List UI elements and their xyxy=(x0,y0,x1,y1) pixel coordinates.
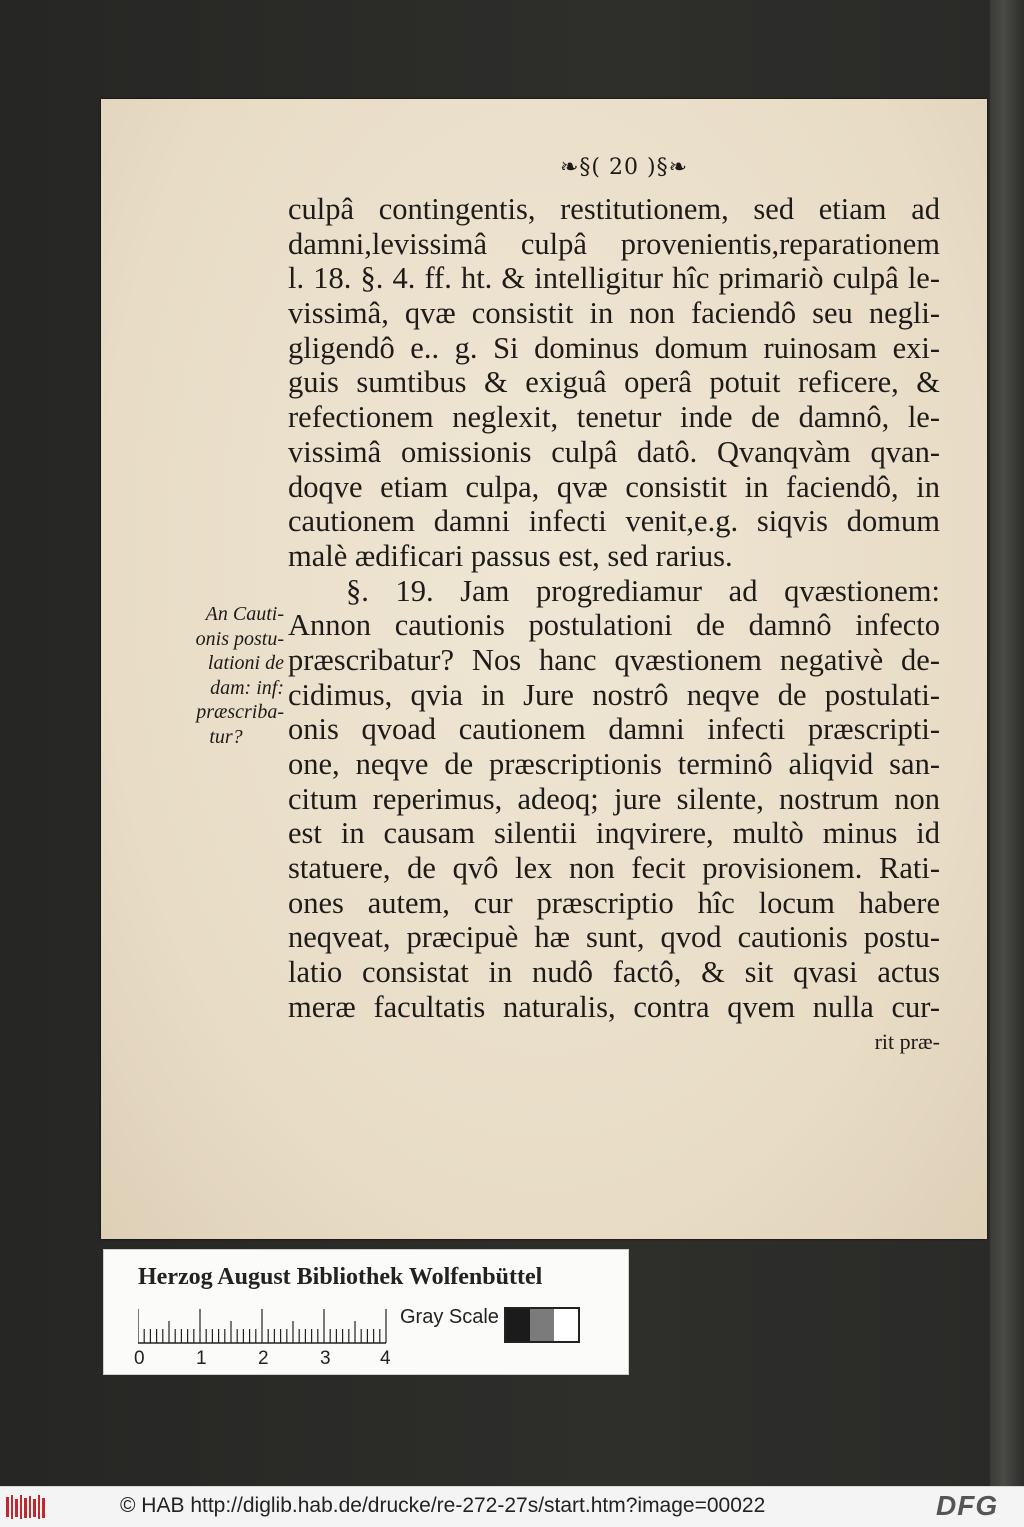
gray-swatch-white xyxy=(554,1309,578,1341)
dfg-logo: DFG xyxy=(936,1490,999,1521)
page-body-text xyxy=(288,192,940,1059)
text-line: cautionem damni infecti venit,e.g. siqvis domum xyxy=(288,504,940,539)
text-line: citum reperimus, adeoq; jure silente, nostrum non xyxy=(288,781,940,816)
margin-note-line: onis postu- xyxy=(195,627,284,650)
catchword: rit præ- xyxy=(874,1028,940,1054)
text-line: damni,levissimâ culpâ provenientis,reparationem xyxy=(288,226,940,261)
text-line: est in causam silentii inqvirere, multò minus id xyxy=(288,816,940,851)
text-line: Annon cautionis postulationi de damnô infecto xyxy=(288,608,940,643)
viewer-footer xyxy=(0,1486,1024,1527)
text-line: culpâ contingentis, restitutionem, sed etiam ad xyxy=(288,192,940,226)
gray-scale-label: Gray Scale xyxy=(400,1306,499,1328)
text-line: gligendô e.. g. Si dominus domum ruinosam exi- xyxy=(288,330,940,365)
text-line: latio consistat in nudô factô, & sit qvasi actus xyxy=(288,955,940,990)
text-line: statuere, de qvô lex non fecit provisionem. Rati- xyxy=(288,851,940,886)
text-line: vissimâ omissionis culpâ datô. Qvanqvàm qvan- xyxy=(288,434,940,469)
text-line: malè ædificari passus est, sed rarius. xyxy=(288,538,733,573)
text-line: l. 18. §. 4. ff. ht. & intelligitur hîc primariò culpâ le- xyxy=(288,261,940,296)
text-line: §. 19. Jam progrediamur ad qvæstionem: xyxy=(346,573,940,608)
ruler-number: 2 xyxy=(258,1348,269,1369)
text-line: ones autem, cur præscriptio hîc locum habere xyxy=(288,885,940,920)
margin-note-line: lationi de xyxy=(207,652,284,674)
text-line: cidimus, qvia in Jure nostrô neqve de postulati- xyxy=(288,677,940,712)
margin-note-line: An Cauti- xyxy=(205,603,284,625)
text-line: vissimâ, qvæ consistit in non faciendô seu negli- xyxy=(288,296,940,331)
margin-note-line: dam: inf: xyxy=(210,676,284,699)
text-line: præscribatur? Nos hanc qvæstionem negativè de- xyxy=(288,642,940,677)
text-line: one, neqve de præscriptionis terminô aliqvid san- xyxy=(288,747,940,781)
text-line: onis qvoad cautionem damni infecti præscripti- xyxy=(288,712,940,747)
text-line: neqveat, præcipuè hæ sunt, qvod cautionis postu- xyxy=(288,920,940,955)
library-label-card xyxy=(103,1249,629,1375)
page-number: ❧§( 20 )§❧ xyxy=(560,155,689,180)
library-name: Herzog August Bibliothek Wolfenbüttel xyxy=(138,1264,543,1290)
margin-note xyxy=(168,602,284,749)
gray-scale-swatches xyxy=(504,1307,580,1343)
book-edge xyxy=(990,0,1024,1486)
gray-swatch-mid xyxy=(530,1309,554,1341)
ruler-number: 3 xyxy=(320,1348,331,1369)
text-line: meræ facultatis naturalis, contra qvem nulla cur- xyxy=(288,989,940,1024)
ruler-scale xyxy=(138,1308,388,1344)
source-url: © HAB http://diglib.hab.de/drucke/re-272-27s/start.htm?image=00022 xyxy=(120,1494,766,1517)
text-line: doqve etiam culpa, qvæ consistit in faciendô, in xyxy=(288,469,940,504)
ruler-number: 4 xyxy=(380,1348,391,1369)
ruler-number: 1 xyxy=(196,1348,207,1369)
ruler-number: 0 xyxy=(134,1348,145,1369)
text-line: guis sumtibus & exiguâ operâ potuit reficere, & xyxy=(288,365,940,400)
margin-note-line: tur? xyxy=(209,725,243,748)
hab-barcode-logo-icon xyxy=(6,1493,46,1521)
gray-swatch-black xyxy=(506,1309,530,1341)
margin-note-line: præscriba- xyxy=(196,701,284,723)
text-line: refectionem neglexit, tenetur inde de damnô, le- xyxy=(288,400,940,435)
